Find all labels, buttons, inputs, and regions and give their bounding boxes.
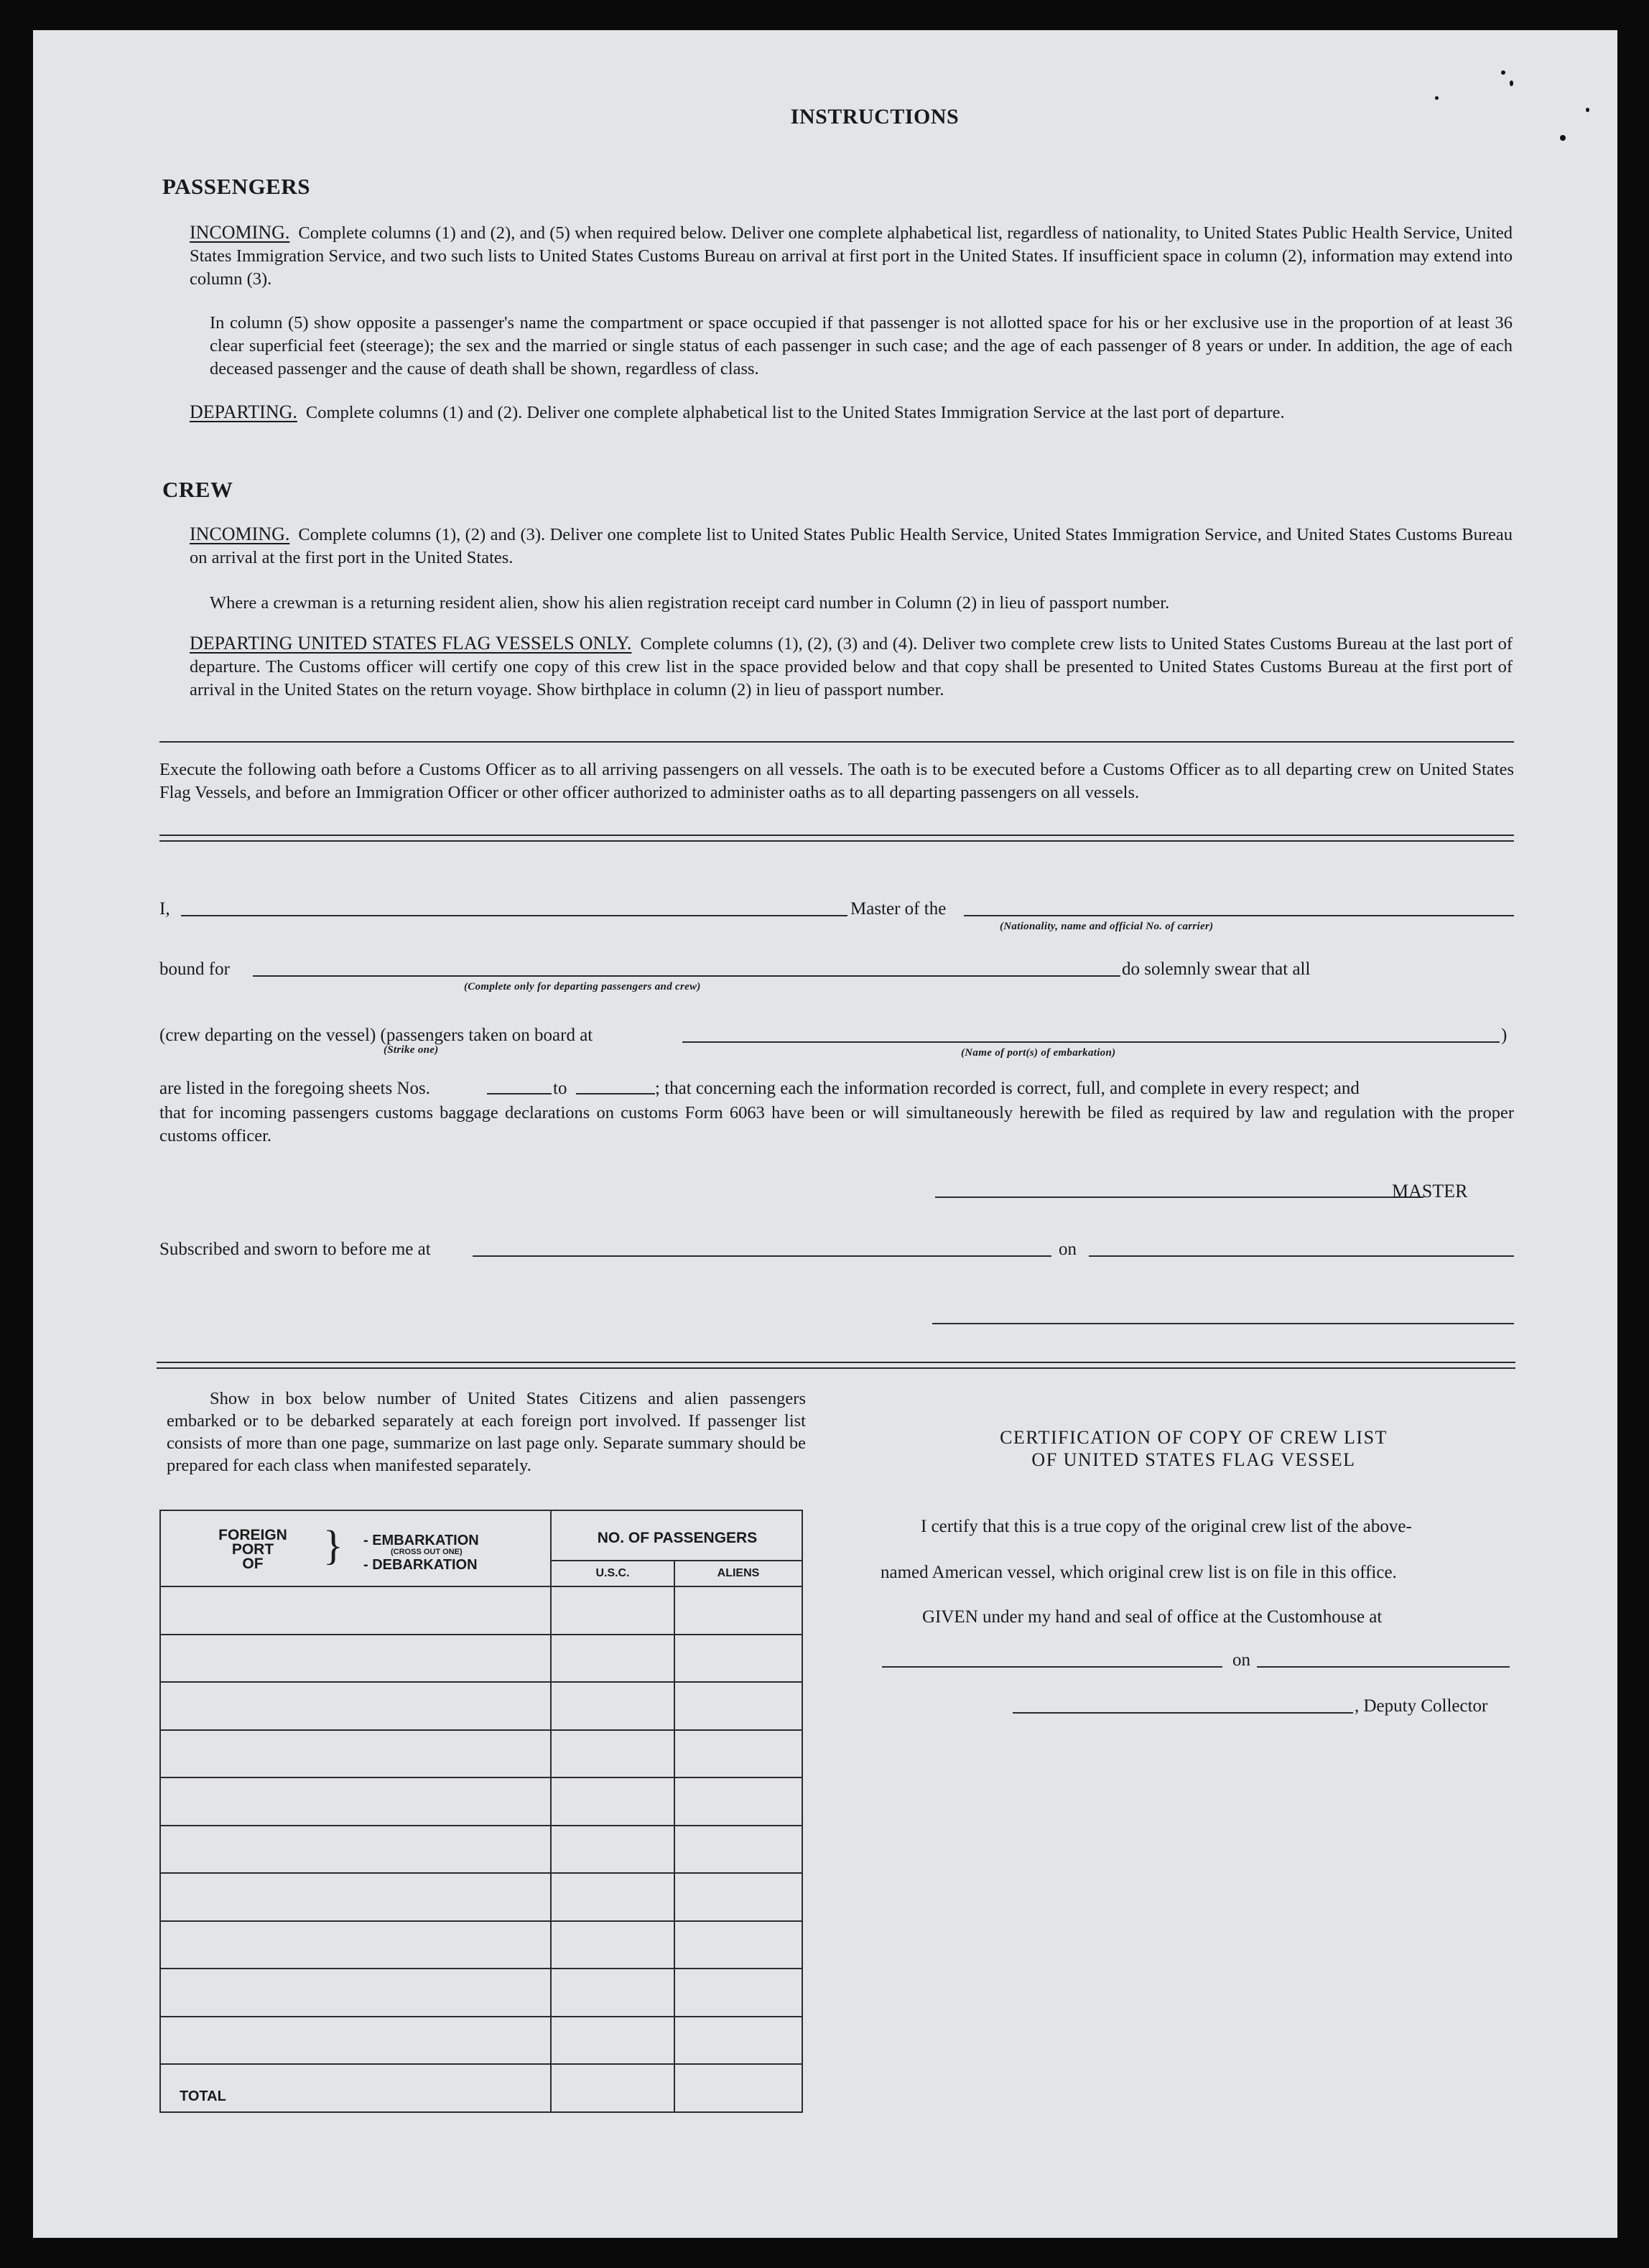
- port-cell[interactable]: [161, 1874, 550, 1920]
- port-cell[interactable]: [161, 1587, 550, 1634]
- carrier-field-note: (Nationality, name and official No. of carrier): [1000, 921, 1214, 932]
- oath-statement: that for incoming passengers customs baggage declarations on customs Form 6063 have been or will simultaneously herewith be filed as required by law and regulation with the proper customs officer.: [159, 1103, 1514, 1145]
- resident-alien-paragraph: Where a crewman is a returning resident alien, show his alien registration receipt card number in Column (2) in lieu of passport number.: [210, 593, 1170, 613]
- crew-incoming-label: INCOMING.: [190, 524, 290, 544]
- certification-title: [878, 1426, 1510, 1471]
- closing-paren: ): [1501, 1026, 1508, 1045]
- scan-speck: [1501, 70, 1505, 75]
- master-label: MASTER: [1392, 1181, 1468, 1202]
- cross-out-note: (CROSS OUT ONE): [391, 1548, 463, 1556]
- crew-incoming-text: Complete columns (1), (2) and (3). Deliver one complete list to United States Public Health Service, United States Immigration Service, and United States Customs Bureau on arrival at the first port in the United States.: [190, 525, 1513, 567]
- usc-cell[interactable]: [552, 1731, 674, 1777]
- total-usc-cell[interactable]: [552, 2065, 674, 2111]
- port-cell[interactable]: [161, 1778, 550, 1825]
- bound-for-field[interactable]: [253, 975, 1120, 977]
- summary-instructions: Show in box below number of United States Citizens and alien passengers embarked or to be debarked separately at each foreign port involved. If passenger list consists of more than one page, summarize on last page only. Separate summary should be prepared for each class when manifested separately.: [167, 1389, 806, 1475]
- passenger-summary-table: [159, 1510, 806, 2114]
- deputy-collector-label: , Deputy Collector: [1355, 1696, 1488, 1716]
- master-signature-field[interactable]: [935, 1196, 1423, 1198]
- passengers-incoming-paragraph: [190, 221, 1513, 291]
- passengers-incoming-text: Complete columns (1) and (2), and (5) when required below. Deliver one complete alphabetical list, regardless of nationality, to United States Public Health Service, United States Immigration Service, and two such lists to United States Customs Bureau on arrival at first port in the United States. If insufficient space in column (2), information may extend into column (3).: [190, 223, 1513, 289]
- aliens-cell[interactable]: [675, 1587, 802, 1634]
- usc-cell[interactable]: [552, 1635, 674, 1681]
- sheet-to-field[interactable]: [576, 1093, 655, 1095]
- page-title: INSTRUCTIONS: [790, 105, 960, 129]
- aliens-cell[interactable]: [675, 1778, 802, 1825]
- embarkation-label: - EMBARKATION: [363, 1533, 479, 1548]
- summary-double-rule-bottom: [157, 1367, 1515, 1369]
- ports-of-embarkation-field[interactable]: [682, 1041, 1500, 1043]
- port-cell[interactable]: [161, 1922, 550, 1968]
- solemnly-swear-text: do solemnly swear that all: [1122, 959, 1311, 979]
- certification-date-field[interactable]: [1257, 1666, 1510, 1668]
- passengers-departing-paragraph: [190, 401, 1513, 424]
- passengers-incoming-label: INCOMING.: [190, 222, 290, 243]
- sheets-to-label: to: [553, 1079, 567, 1098]
- customhouse-field[interactable]: [882, 1666, 1222, 1668]
- oath-double-rule-top: [159, 835, 1514, 836]
- usc-cell[interactable]: [552, 1874, 674, 1920]
- total-label: TOTAL: [180, 2088, 226, 2104]
- sheets-statement-start: ; that concerning each the information recorded is correct, full, and complete in every respect; and: [655, 1079, 1360, 1098]
- aliens-cell[interactable]: [675, 1969, 802, 2016]
- certification-on-label: on: [1232, 1650, 1250, 1670]
- usc-header: U.S.C.: [595, 1567, 630, 1579]
- deputy-collector-signature-field[interactable]: [1013, 1712, 1353, 1714]
- usc-cell[interactable]: [552, 1778, 674, 1825]
- scan-speck: [1510, 80, 1513, 86]
- carrier-field[interactable]: [964, 915, 1514, 916]
- aliens-cell[interactable]: [675, 1635, 802, 1681]
- form-page: [33, 30, 1617, 2238]
- bound-for-note: (Complete only for departing passengers and crew): [464, 981, 701, 993]
- aliens-cell[interactable]: [675, 1922, 802, 1968]
- master-of-label: Master of the: [850, 899, 947, 919]
- debarkation-label: - DEBARKATION: [363, 1557, 478, 1573]
- bound-for-label: bound for: [159, 959, 230, 979]
- ports-field-note: (Name of port(s) of embarkation): [961, 1047, 1116, 1059]
- master-name-field[interactable]: [181, 915, 847, 916]
- port-cell[interactable]: [161, 1635, 550, 1681]
- total-aliens-cell[interactable]: [675, 2065, 802, 2111]
- sheets-nos-label: are listed in the foregoing sheets Nos.: [159, 1079, 430, 1098]
- header-brace: }: [323, 1522, 343, 1568]
- no-of-passengers-header: NO. OF PASSENGERS: [597, 1530, 758, 1546]
- scan-speck: [1435, 96, 1439, 100]
- usc-cell[interactable]: [552, 1969, 674, 2016]
- subscribed-label: Subscribed and sworn to before me at: [159, 1240, 431, 1259]
- crew-or-passengers-text: (crew departing on the vessel) (passengers taken on board at: [159, 1026, 593, 1045]
- given-under-hand: GIVEN under my hand and seal of office at the Customhouse at: [922, 1607, 1383, 1627]
- oath-intro: Execute the following oath before a Customs Officer as to all arriving passengers on all vessels. The oath is to be executed before a Customs Officer as to all departing crew on United States Flag Vessels, and before an Immigration Officer or other officer authorized to administer oaths as to all departing passengers on all vessels.: [159, 760, 1514, 802]
- oath-i-label: I,: [159, 899, 170, 919]
- passengers-departing-text: Complete columns (1) and (2). Deliver one complete alphabetical list to the United States Immigration Service at the last port of departure.: [305, 403, 1285, 422]
- usc-cell[interactable]: [552, 1922, 674, 1968]
- port-cell[interactable]: [161, 1826, 550, 1872]
- foreign-label: FOREIGN: [218, 1527, 287, 1543]
- aliens-cell[interactable]: [675, 1683, 802, 1729]
- usc-cell[interactable]: [552, 1587, 674, 1634]
- crew-departing-label: DEPARTING UNITED STATES FLAG VESSELS ONLY.: [190, 633, 632, 654]
- aliens-cell[interactable]: [675, 1731, 802, 1777]
- certify-line1: I certify that this is a true copy of the original crew list of the above-: [921, 1517, 1412, 1536]
- oath-double-rule-bottom: [159, 840, 1514, 842]
- port-label: PORT: [231, 1541, 274, 1558]
- certify-line2: named American vessel, which original crew list is on file in this office.: [881, 1563, 1397, 1582]
- strike-one-note: (Strike one): [384, 1044, 439, 1056]
- sworn-on-label: on: [1059, 1240, 1077, 1259]
- officer-signature-field[interactable]: [932, 1323, 1514, 1324]
- foreign-port-of-header: [203, 1528, 303, 1571]
- certification-title-line1: CERTIFICATION OF COPY OF CREW LIST: [1000, 1427, 1388, 1448]
- aliens-cell[interactable]: [675, 1826, 802, 1872]
- of-label: OF: [242, 1556, 264, 1572]
- certification-title-line2: OF UNITED STATES FLAG VESSEL: [1031, 1449, 1356, 1470]
- port-cell[interactable]: [161, 1731, 550, 1777]
- crew-heading: CREW: [162, 477, 233, 502]
- passengers-departing-label: DEPARTING.: [190, 401, 297, 422]
- usc-cell[interactable]: [552, 1683, 674, 1729]
- passengers-heading: PASSENGERS: [162, 174, 310, 199]
- crew-departing-paragraph: [190, 632, 1513, 702]
- usc-cell[interactable]: [552, 2017, 674, 2063]
- section-divider: [159, 741, 1514, 743]
- sworn-date-field[interactable]: [1089, 1255, 1514, 1257]
- summary-double-rule-top: [157, 1362, 1515, 1363]
- sheet-from-field[interactable]: [487, 1093, 552, 1095]
- scan-speck: [1560, 135, 1566, 141]
- sworn-place-field[interactable]: [473, 1255, 1051, 1257]
- crew-incoming-paragraph: [190, 523, 1513, 570]
- port-cell[interactable]: [161, 1683, 550, 1729]
- aliens-header: ALIENS: [717, 1567, 760, 1579]
- port-cell[interactable]: [161, 2017, 550, 2063]
- column5-paragraph: In column (5) show opposite a passenger's name the compartment or space occupied if that passenger is not allotted space for his or her exclusive use in the proportion of at least 36 clear superficial feet (steerage); the sex and the married or single status of each passenger in such case; and the age of each passenger of 8 years or under. In addition, the age of each deceased passenger and the cause of death shall be shown, regardless of class.: [210, 313, 1513, 378]
- usc-cell[interactable]: [552, 1826, 674, 1872]
- aliens-cell[interactable]: [675, 1874, 802, 1920]
- crew-departing-text: Complete columns (1), (2), (3) and (4). Deliver two complete crew lists to United States Customs Bureau at the last port of departure. The Customs officer will certify one copy of this crew list in the space provided below and that copy shall be presented to United States Customs Bureau at the first port of arrival in the United States on the return voyage. Show birthplace in column (2) in lieu of passport number.: [190, 634, 1513, 700]
- scan-speck: [1586, 108, 1589, 112]
- aliens-cell[interactable]: [675, 2017, 802, 2063]
- port-cell[interactable]: [161, 1969, 550, 2016]
